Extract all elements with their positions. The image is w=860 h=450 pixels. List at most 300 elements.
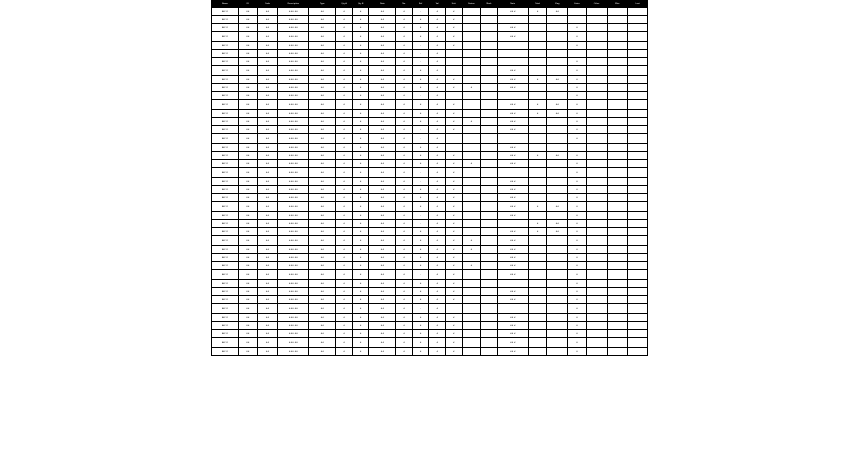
- table-cell: AB 12: [212, 126, 239, 134]
- table-cell: ##: [238, 220, 257, 228]
- table-cell: [607, 58, 628, 66]
- table-cell: #: [336, 348, 353, 356]
- table-cell: [445, 58, 462, 66]
- table-row: [212, 100, 648, 110]
- table-cell: ## #: [497, 76, 528, 84]
- column-header: Note: [497, 1, 528, 8]
- table-cell: ##: [369, 262, 396, 270]
- table-cell: [462, 338, 481, 348]
- table-cell: #: [336, 338, 353, 348]
- column-header: Status: [462, 1, 481, 8]
- table-cell: [445, 134, 462, 144]
- table-cell: ### ##: [278, 296, 309, 304]
- table-cell: [607, 280, 628, 288]
- table-cell: ### ##: [278, 110, 309, 118]
- table-cell: [547, 322, 568, 330]
- table-row: [212, 66, 648, 76]
- table-cell: -: [412, 168, 429, 178]
- table-cell: ##: [257, 66, 278, 76]
- table-cell: #: [352, 110, 369, 118]
- table-row: [212, 186, 648, 194]
- table-cell: #: [396, 322, 413, 330]
- column-header: Extra: [568, 1, 587, 8]
- table-cell: [628, 100, 648, 110]
- table-cell: [547, 304, 568, 314]
- table-cell: #: [412, 66, 429, 76]
- table-cell: [628, 338, 648, 348]
- table-cell: #: [352, 178, 369, 186]
- table-cell: #: [412, 296, 429, 304]
- table-cell: [481, 254, 498, 262]
- table-cell: ##: [309, 288, 336, 296]
- table-cell: ## #: [497, 322, 528, 330]
- table-cell: ##: [369, 202, 396, 212]
- table-cell: ##: [238, 66, 257, 76]
- table-cell: #: [568, 288, 587, 296]
- table-cell: ##: [238, 58, 257, 66]
- table-cell: #: [412, 246, 429, 254]
- table-cell: AB 12: [212, 212, 239, 220]
- table-cell: [628, 194, 648, 202]
- table-cell: #: [429, 296, 446, 304]
- table-row: [212, 118, 648, 126]
- table-cell: ## #: [497, 84, 528, 92]
- table-cell: [547, 42, 568, 50]
- table-cell: ### ##: [278, 58, 309, 66]
- table-cell: AB 12: [212, 76, 239, 84]
- table-cell: #: [412, 236, 429, 246]
- table-cell: -: [412, 92, 429, 100]
- table-cell: [607, 212, 628, 220]
- table-cell: AB 12: [212, 348, 239, 356]
- table-cell: ## #: [497, 152, 528, 160]
- table-cell: [445, 66, 462, 76]
- table-cell: ##: [257, 110, 278, 118]
- table-cell: [528, 262, 547, 270]
- table-cell: ## #: [497, 202, 528, 212]
- table-cell: ##: [309, 296, 336, 304]
- table-cell: [462, 322, 481, 330]
- table-cell: #: [396, 228, 413, 236]
- table-cell: ### ##: [278, 194, 309, 202]
- table-cell: ##: [238, 202, 257, 212]
- table-cell: AB 12: [212, 110, 239, 118]
- table-cell: #: [336, 168, 353, 178]
- table-cell: ##: [309, 212, 336, 220]
- table-cell: ### ##: [278, 246, 309, 254]
- table-cell: [462, 16, 481, 24]
- column-header: Unit: [445, 1, 462, 8]
- table-cell: AB 12: [212, 178, 239, 186]
- table-cell: ##: [369, 246, 396, 254]
- table-cell: [481, 8, 498, 16]
- table-cell: #: [568, 270, 587, 280]
- table-cell: #: [429, 100, 446, 110]
- table-cell: #: [462, 246, 481, 254]
- table-cell: ##: [257, 100, 278, 110]
- table-cell: ##: [369, 100, 396, 110]
- table-cell: #: [568, 236, 587, 246]
- table-cell: [462, 330, 481, 338]
- table-cell: ##: [309, 246, 336, 254]
- table-cell: [586, 338, 607, 348]
- table-row: [212, 288, 648, 296]
- table-cell: [462, 100, 481, 110]
- table-cell: #: [352, 270, 369, 280]
- table-cell: ##: [547, 228, 568, 236]
- table-cell: [607, 8, 628, 16]
- table-cell: #: [429, 186, 446, 194]
- table-cell: ### ##: [278, 66, 309, 76]
- table-cell: #: [568, 24, 587, 32]
- table-cell: #: [568, 134, 587, 144]
- table-cell: [497, 134, 528, 144]
- table-cell: #: [412, 152, 429, 160]
- table-cell: ##: [257, 280, 278, 288]
- table-cell: #: [336, 178, 353, 186]
- table-cell: ### ##: [278, 212, 309, 220]
- table-cell: ##: [309, 134, 336, 144]
- table-cell: ##: [309, 24, 336, 32]
- table-cell: ##: [257, 58, 278, 66]
- table-cell: #: [336, 270, 353, 280]
- table-cell: AB 12: [212, 84, 239, 92]
- table-cell: -: [412, 304, 429, 314]
- table-cell: [462, 348, 481, 356]
- table-cell: #: [412, 314, 429, 322]
- column-header: Flag: [547, 1, 568, 8]
- table-cell: [607, 42, 628, 50]
- table-cell: ##: [238, 76, 257, 84]
- table-cell: AB 12: [212, 152, 239, 160]
- table-cell: [586, 134, 607, 144]
- table-cell: [607, 246, 628, 254]
- table-cell: ## #: [497, 262, 528, 270]
- column-header: Qty B: [352, 1, 369, 8]
- column-header: ID: [238, 1, 257, 8]
- table-cell: [628, 288, 648, 296]
- table-cell: AB 12: [212, 288, 239, 296]
- table-cell: [462, 126, 481, 134]
- table-cell: [481, 144, 498, 152]
- table-cell: [607, 236, 628, 246]
- table-cell: #: [445, 186, 462, 194]
- table-cell: ##: [257, 288, 278, 296]
- table-cell: ##: [369, 280, 396, 288]
- table-cell: #: [336, 262, 353, 270]
- table-cell: [481, 246, 498, 254]
- table-cell: #: [396, 330, 413, 338]
- table-cell: [628, 220, 648, 228]
- table-cell: [497, 220, 528, 228]
- table-cell: #: [429, 220, 446, 228]
- table-cell: -: [412, 8, 429, 16]
- table-cell: [497, 42, 528, 50]
- table-cell: ##: [238, 288, 257, 296]
- table-cell: #: [396, 50, 413, 58]
- table-cell: ##: [238, 42, 257, 50]
- table-cell: [586, 280, 607, 288]
- table-cell: ##: [238, 322, 257, 330]
- column-header: Total: [528, 1, 547, 8]
- table-cell: ##: [257, 118, 278, 126]
- table-cell: ### ##: [278, 304, 309, 314]
- table-cell: AB 12: [212, 254, 239, 262]
- table-cell: #: [336, 42, 353, 50]
- table-cell: #: [336, 160, 353, 168]
- table-cell: ##: [547, 220, 568, 228]
- table-cell: [607, 84, 628, 92]
- table-cell: #: [396, 168, 413, 178]
- table-cell: ##: [257, 152, 278, 160]
- table-cell: #: [429, 202, 446, 212]
- table-cell: [481, 168, 498, 178]
- table-cell: [547, 16, 568, 24]
- table-cell: [607, 330, 628, 338]
- table-cell: ##: [369, 110, 396, 118]
- table-cell: [528, 330, 547, 338]
- table-cell: #: [352, 348, 369, 356]
- table-cell: #: [336, 202, 353, 212]
- table-cell: [481, 236, 498, 246]
- table-cell: #: [396, 348, 413, 356]
- table-cell: #: [396, 42, 413, 50]
- table-row: [212, 270, 648, 280]
- table-cell: ##: [257, 314, 278, 322]
- column-header: Misc: [607, 1, 628, 8]
- table-cell: #: [336, 32, 353, 42]
- table-cell: [462, 50, 481, 58]
- table-row: [212, 84, 648, 92]
- table-cell: #: [396, 178, 413, 186]
- table-cell: #: [445, 168, 462, 178]
- table-cell: ##: [309, 338, 336, 348]
- table-cell: #: [352, 330, 369, 338]
- table-cell: [547, 58, 568, 66]
- table-cell: ##: [547, 202, 568, 212]
- table-cell: #: [568, 296, 587, 304]
- table-cell: #: [352, 152, 369, 160]
- table-cell: ## #: [497, 194, 528, 202]
- table-cell: ##: [257, 16, 278, 24]
- table-cell: [607, 126, 628, 134]
- table-cell: [481, 280, 498, 288]
- table-cell: ##: [369, 24, 396, 32]
- table-cell: ##: [369, 50, 396, 58]
- table-cell: #: [352, 92, 369, 100]
- table-cell: #: [352, 58, 369, 66]
- table-cell: [528, 50, 547, 58]
- table-cell: [497, 58, 528, 66]
- table-cell: ##: [369, 8, 396, 16]
- table-cell: ##: [257, 178, 278, 186]
- table-cell: [528, 24, 547, 32]
- table-cell: ##: [257, 186, 278, 194]
- table-cell: #: [445, 236, 462, 246]
- table-cell: AB 12: [212, 16, 239, 24]
- table-cell: AB 12: [212, 338, 239, 348]
- table-cell: #: [429, 66, 446, 76]
- table-cell: #: [429, 168, 446, 178]
- table-row: [212, 8, 648, 16]
- table-row: [212, 262, 648, 270]
- table-cell: #: [445, 76, 462, 84]
- table-cell: ##: [309, 270, 336, 280]
- table-cell: AB 12: [212, 66, 239, 76]
- table-cell: #: [412, 338, 429, 348]
- table-cell: #: [445, 16, 462, 24]
- table-cell: #: [396, 296, 413, 304]
- table-cell: #: [336, 322, 353, 330]
- table-cell: ##: [238, 236, 257, 246]
- table-cell: ### ##: [278, 100, 309, 110]
- table-cell: ### ##: [278, 348, 309, 356]
- table-cell: ##: [257, 322, 278, 330]
- table-row: [212, 280, 648, 288]
- table-cell: #: [528, 8, 547, 16]
- table-cell: [607, 16, 628, 24]
- table-cell: ##: [238, 100, 257, 110]
- table-cell: [568, 16, 587, 24]
- table-cell: [481, 296, 498, 304]
- table-cell: #: [462, 84, 481, 92]
- table-cell: #: [336, 50, 353, 58]
- table-cell: [547, 270, 568, 280]
- table-cell: #: [445, 288, 462, 296]
- table-cell: ## #: [497, 118, 528, 126]
- table-cell: [628, 236, 648, 246]
- table-cell: [462, 168, 481, 178]
- table-row: [212, 76, 648, 84]
- table-cell: [628, 152, 648, 160]
- table-cell: #: [336, 92, 353, 100]
- table-cell: ### ##: [278, 280, 309, 288]
- table-cell: ## #: [497, 8, 528, 16]
- table-cell: [462, 152, 481, 160]
- table-cell: -: [412, 50, 429, 58]
- table-cell: ##: [238, 304, 257, 314]
- table-cell: [481, 330, 498, 338]
- table-cell: #: [445, 24, 462, 32]
- table-cell: [528, 314, 547, 322]
- table-cell: [462, 178, 481, 186]
- table-cell: #: [429, 254, 446, 262]
- table-cell: [607, 338, 628, 348]
- table-cell: #: [352, 304, 369, 314]
- table-cell: ## #: [497, 160, 528, 168]
- table-cell: #: [528, 76, 547, 84]
- table-cell: ### ##: [278, 228, 309, 236]
- table-cell: AB 12: [212, 304, 239, 314]
- table-cell: #: [429, 76, 446, 84]
- table-cell: #: [568, 186, 587, 194]
- table-cell: ##: [238, 144, 257, 152]
- table-cell: ##: [309, 202, 336, 212]
- table-cell: ##: [369, 42, 396, 50]
- table-cell: ##: [309, 186, 336, 194]
- table-cell: [586, 24, 607, 32]
- table-cell: [607, 110, 628, 118]
- table-cell: AB 12: [212, 8, 239, 16]
- table-cell: ### ##: [278, 330, 309, 338]
- table-cell: ## #: [497, 236, 528, 246]
- table-cell: #: [429, 314, 446, 322]
- table-cell: [628, 246, 648, 254]
- table-cell: [497, 304, 528, 314]
- table-cell: #: [352, 126, 369, 134]
- table-cell: ##: [257, 92, 278, 100]
- table-cell: #: [336, 76, 353, 84]
- table-cell: [481, 212, 498, 220]
- table-cell: ##: [369, 254, 396, 262]
- table-cell: [462, 296, 481, 304]
- table-cell: ### ##: [278, 338, 309, 348]
- table-cell: [547, 254, 568, 262]
- table-cell: AB 12: [212, 228, 239, 236]
- table-cell: #: [336, 212, 353, 220]
- table-cell: #: [528, 110, 547, 118]
- table-cell: ##: [309, 168, 336, 178]
- table-cell: #: [336, 100, 353, 110]
- table-cell: ##: [238, 262, 257, 270]
- table-cell: [481, 100, 498, 110]
- table-cell: #: [396, 84, 413, 92]
- table-cell: #: [412, 110, 429, 118]
- table-cell: ##: [369, 126, 396, 134]
- table-cell: ##: [369, 338, 396, 348]
- table-cell: #: [445, 330, 462, 338]
- table-cell: #: [396, 92, 413, 100]
- table-cell: AB 12: [212, 144, 239, 152]
- table-cell: ##: [257, 134, 278, 144]
- table-cell: #: [352, 144, 369, 152]
- table-cell: ##: [309, 84, 336, 92]
- table-row: [212, 160, 648, 168]
- table-cell: [607, 152, 628, 160]
- table-cell: ##: [369, 288, 396, 296]
- table-cell: ##: [369, 32, 396, 42]
- table-cell: [528, 270, 547, 280]
- table-cell: #: [352, 16, 369, 24]
- table-cell: ##: [257, 126, 278, 134]
- table-cell: #: [396, 338, 413, 348]
- table-cell: ##: [369, 58, 396, 66]
- table-cell: [481, 262, 498, 270]
- table-cell: [462, 304, 481, 314]
- table-cell: #: [352, 76, 369, 84]
- table-cell: #: [352, 322, 369, 330]
- table-cell: #: [352, 32, 369, 42]
- table-cell: ##: [257, 24, 278, 32]
- table-cell: ##: [309, 58, 336, 66]
- table-cell: [607, 270, 628, 280]
- table-cell: [628, 254, 648, 262]
- table-cell: [528, 42, 547, 50]
- table-cell: [586, 160, 607, 168]
- table-cell: AB 12: [212, 262, 239, 270]
- table-cell: [481, 16, 498, 24]
- table-cell: #: [445, 280, 462, 288]
- column-header: Qty A: [336, 1, 353, 8]
- table-cell: [628, 58, 648, 66]
- table-cell: #: [568, 168, 587, 178]
- table-cell: ## #: [497, 270, 528, 280]
- table-cell: AB 12: [212, 296, 239, 304]
- table-cell: #: [568, 304, 587, 314]
- table-cell: #: [352, 24, 369, 32]
- table-cell: #: [445, 110, 462, 118]
- table-cell: ## #: [497, 100, 528, 110]
